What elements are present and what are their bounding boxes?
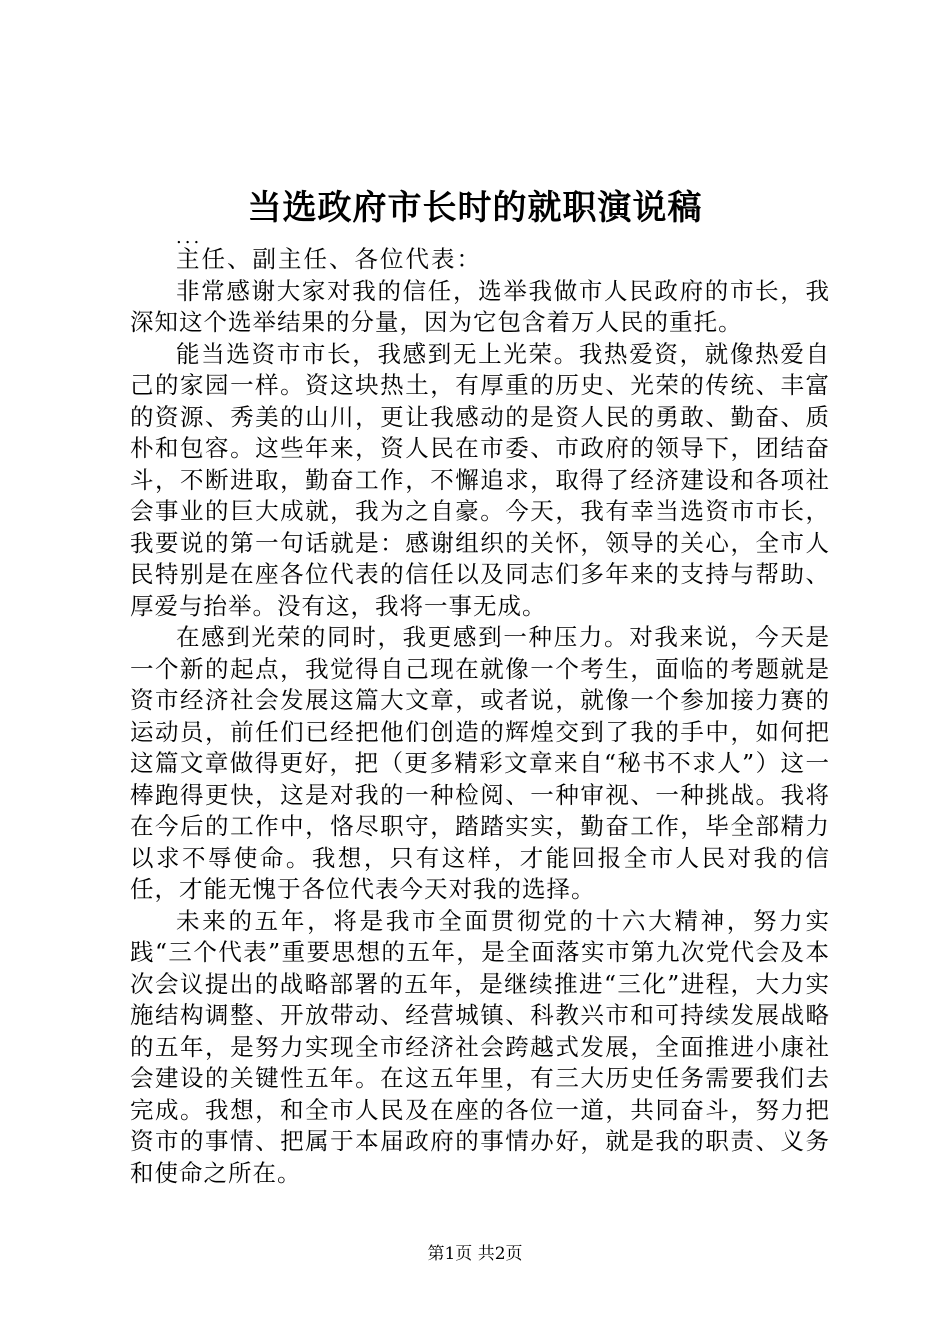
ellipsis-marker: ... bbox=[176, 227, 203, 248]
paragraph-4: 未来的五年，将是我市全面贯彻党的十六大精神，努力实践“三个代表”重要思想的五年，是全面落实市第九次党代会及本次会议提出的战略部署的五年，是继续推进“三化”进程，大力实施结构调整、开放带动、经营城镇、科教兴市和可持续发展战略的五年，是努力实现全市经济社会跨越式发展，全面推进小康社会建设的关键性五年。在这五年里，有三大历史任务需要我们去完成。我想，和全市人民及在座的各位一道，共同奋斗，努力把资市的事情、把属于本届政府的事情办好，就是我的职责、义务和使命之所在。 bbox=[130, 906, 830, 1187]
page-number-footer: 第1页 共2页 bbox=[427, 1244, 523, 1264]
document-body bbox=[130, 227, 830, 1189]
paragraph-1: 非常感谢大家对我的信任，选举我做市人民政府的市长，我深知这个选举结果的分量，因为它包含着万人民的重托。 bbox=[130, 276, 830, 336]
paragraph-2: 能当选资市市长，我感到无上光荣。我热爱资，就像热爱自己的家园一样。资这块热土，有厚重的历史、光荣的传统、丰富的资源、秀美的山川，更让我感动的是资人民的勇敢、勤奋、质朴和包容。这些年来，资人民在市委、市政府的领导下，团结奋斗，不断进取，勤奋工作，不懈追求，取得了经济建设和各项社会事业的巨大成就，我为之自豪。今天，我有幸当选资市市长，我要说的第一句话就是：感谢组织的关怀，领导的关心，全市人民特别是在座各位代表的信任以及同志们多年来的支持与帮助、厚爱与抬举。没有这，我将一事无成。 bbox=[130, 339, 830, 620]
salutation: 主任、副主任、各位代表： bbox=[176, 245, 482, 273]
document-title: 当选政府市长时的就职演说稿 bbox=[247, 188, 703, 228]
paragraph-3: 在感到光荣的同时，我更感到一种压力。对我来说，今天是一个新的起点，我觉得自己现在就像一个考生，面临的考题就是资市经济社会发展这篇大文章，或者说，就像一个参加接力赛的运动员，前任们已经把他们创造的辉煌交到了我的手中，如何把这篇文章做得更好，把（更多精彩文章来自“秘书不求人”）这一棒跑得更快，这是对我的一种检阅、一种审视、一种挑战。我将在今后的工作中，恪尽职守，踏踏实实，勤奋工作，毕全部精力以求不辱使命。我想，只有这样，才能回报全市人民对我的信任，才能无愧于各位代表今天对我的选择。 bbox=[130, 623, 830, 903]
